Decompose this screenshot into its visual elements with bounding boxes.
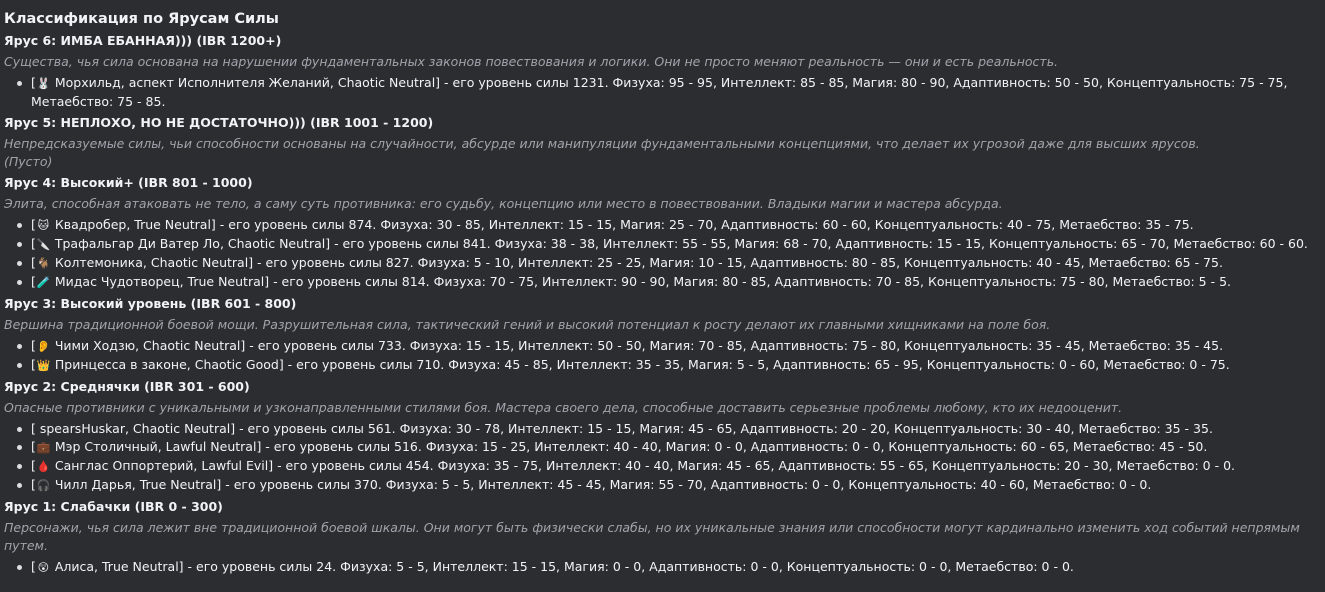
tier-list [4, 32, 1321, 577]
open-bracket: [ [31, 421, 36, 436]
face-icon: 😲 [37, 561, 50, 574]
tier-heading: Ярус 1: Слабачки (IBR 0 - 300) [4, 499, 223, 514]
crown-icon: 👑 [36, 359, 51, 372]
tier-heading: Ярус 3: Высокий уровень (IBR 601 - 800) [4, 296, 297, 311]
list-item [31, 476, 1321, 495]
entry-text: spearsHuskar, Chaotic Neutral] - его уровень силы 561. Физуха: 30 - 78, Интеллект: 15 - 15, Магия: 45 - 65, Адаптивность: 20 - 20, Концептуальность: 30 - 40, Метаебство: 35 - 35. [35, 421, 1213, 436]
tier-section [4, 114, 1321, 171]
tier-description: Элита, способная атаковать не тело, а саму суть противника: его судьбу, концепцию или место в повествовании. Владыки магии и мастера абсурда. [4, 196, 1003, 211]
blood-drop-icon: 🩸 [36, 460, 51, 473]
list-item [31, 273, 1321, 292]
open-bracket: [ [31, 439, 36, 454]
tier-section [4, 32, 1321, 111]
cat-face-icon: 🐱 [37, 219, 50, 232]
tier-heading: Ярус 4: Высокий+ (IBR 801 - 1000) [4, 175, 253, 190]
tier-heading: Ярус 6: ИМБА ЕБАННАЯ))) (IBR 1200+) [4, 33, 282, 48]
entry-text: Мидас Чудотворец, True Neutral] - его уровень силы 814. Физуха: 70 - 75, Интеллект: 90 - 90, Магия: 80 - 85, Адаптивность: 70 - 85, Концептуальность: 75 - 80, Метаебство: 5 - 5. [50, 274, 1231, 289]
open-bracket: [ [31, 559, 36, 574]
list-item [31, 235, 1321, 254]
tier-section [4, 174, 1321, 292]
entry-text: Трафальгар Ди Ватер Ло, Chaotic Neutral] - его уровень силы 841. Физуха: 38 - 38, Интеллект: 55 - 55, Магия: 68 - 70, Адаптивность: 15 - 15, Концептуальность: 65 - 70, Метаебство: 60 - 60. [50, 236, 1308, 251]
entry-text: Алиса, True Neutral] - его уровень силы 24. Физуха: 5 - 5, Интеллект: 15 - 15, Магия: 0 - 0, Адаптивность: 0 - 0, Концептуальность: 0 - 0, Метаебство: 0 - 0. [50, 559, 1074, 574]
entry-text: Принцесса в законе, Chaotic Good] - его уровень силы 710. Физуха: 45 - 85, Интеллект: 35 - 35, Магия: 5 - 5, Адаптивность: 65 - 95, Концептуальность: 0 - 60, Метаебство: 0 - 75. [50, 357, 1230, 372]
open-bracket: [ [31, 255, 36, 270]
entry-list [4, 74, 1321, 111]
open-bracket: [ [31, 357, 36, 372]
tier-description: Существа, чья сила основана на нарушении фундаментальных законов повествования и логики. Они не просто меняют реальность — они и есть реальность. [4, 54, 1059, 69]
potion-icon: 🧪 [36, 276, 51, 289]
rabbit-icon: 🐰 [36, 77, 51, 90]
entry-text: Морхильд, аспект Исполнителя Желаний, Chaotic Neutral] - его уровень силы 1231. Физуха: 95 - 95, Интеллект: 85 - 85, Магия: 80 - 90, Адаптивность: 50 - 50, Концептуальность: 75 - 75, Метаебство: 75 - 85. [31, 75, 1288, 109]
tier-description: Вершина традиционной боевой мощи. Разрушительная сила, тактический гений и высокий потенциал к росту делают их главными хищниками на поле боя. [4, 317, 1051, 332]
tier-section [4, 498, 1321, 577]
entry-text: Колтемоника, Chaotic Neutral] - его уровень силы 827. Физуха: 5 - 10, Интеллект: 25 - 25, Магия: 10 - 15, Адаптивность: 80 - 85, Концептуальность: 40 - 45, Метаебство: 65 - 75. [50, 255, 1223, 270]
entry-text: Квадробер, True Neutral] - его уровень силы 874. Физуха: 30 - 85, Интеллект: 15 - 15, Магия: 25 - 70, Адаптивность: 60 - 60, Концептуальность: 40 - 75, Метаебство: 35 - 75. [50, 217, 1194, 232]
tier-section [4, 295, 1321, 375]
tier-description: Непредсказуемые силы, чьи способности основаны на случайности, абсурде или манипуляции фундаментальными концепциями, что делает их угрозой даже для высших ярусов. (Пусто) [4, 136, 1200, 169]
briefcase-icon: 💼 [36, 441, 51, 454]
entry-list [4, 216, 1321, 292]
entry-list [4, 337, 1321, 375]
list-item [31, 216, 1321, 235]
list-item [31, 356, 1321, 375]
list-item [31, 254, 1321, 273]
knife-icon: 🔪 [36, 238, 51, 251]
entry-text: Мэр Столичный, Lawful Neutral] - его уровень силы 516. Физуха: 15 - 25, Интеллект: 40 - 40, Магия: 0 - 0, Адаптивность: 0 - 0, Концептуальность: 60 - 65, Метаебство: 45 - 50. [50, 439, 1208, 454]
goat-icon: 🐐 [36, 257, 51, 270]
tier-section [4, 378, 1321, 495]
open-bracket: [ [31, 338, 36, 353]
entry-text: Чими Ходзю, Chaotic Neutral] - его уровень силы 733. Физуха: 15 - 15, Интеллект: 50 - 50, Магия: 70 - 85, Адаптивность: 75 - 80, Концептуальность: 35 - 45, Метаебство: 35 - 45. [50, 338, 1224, 353]
list-item [31, 74, 1321, 111]
list-item [31, 337, 1321, 356]
list-item [31, 438, 1321, 457]
list-item [31, 457, 1321, 476]
open-bracket: [ [31, 75, 36, 90]
page-title: Классификация по Ярусам Силы [4, 11, 279, 27]
open-bracket: [ [31, 236, 36, 251]
tier-description: Персонажи, чья сила лежит вне традиционной боевой шкалы. Они могут быть физически слабы, но их уникальные знания или способности могут кардинально изменить ход событий непрямым путем. [4, 520, 1300, 553]
entry-text: Чилл Дарья, True Neutral] - его уровень силы 370. Физуха: 5 - 5, Интеллект: 45 - 45, Магия: 55 - 70, Адаптивность: 0 - 0, Концептуальность: 40 - 60, Метаебство: 0 - 0. [50, 477, 1152, 492]
list-item [31, 420, 1321, 438]
open-bracket: [ [31, 458, 36, 473]
entry-list [4, 420, 1321, 495]
entry-text: Санглас Оппортерий, Lawful Evil] - его уровень силы 454. Физуха: 35 - 75, Интеллект: 40 - 40, Магия: 45 - 65, Адаптивность: 55 - 65, Концептуальность: 20 - 30, Метаебство: 0 - 0. [50, 458, 1235, 473]
open-bracket: [ [31, 477, 36, 492]
tier-heading: Ярус 5: НЕПЛОХО, НО НЕ ДОСТАТОЧНО))) (IBR 1001 - 1200) [4, 115, 434, 130]
tier-description: Опасные противники с уникальными и узконаправленными стилями боя. Мастера своего дела, способные доставить серьезные проблемы любому, кто их недооценит. [4, 400, 1123, 415]
open-bracket: [ [31, 274, 36, 289]
list-item [31, 558, 1321, 577]
ear-icon: 👂 [36, 340, 51, 353]
tier-heading: Ярус 2: Среднячки (IBR 301 - 600) [4, 379, 250, 394]
entry-list [4, 558, 1321, 577]
open-bracket: [ [31, 217, 36, 232]
headphones-icon: 🎧 [36, 479, 51, 492]
